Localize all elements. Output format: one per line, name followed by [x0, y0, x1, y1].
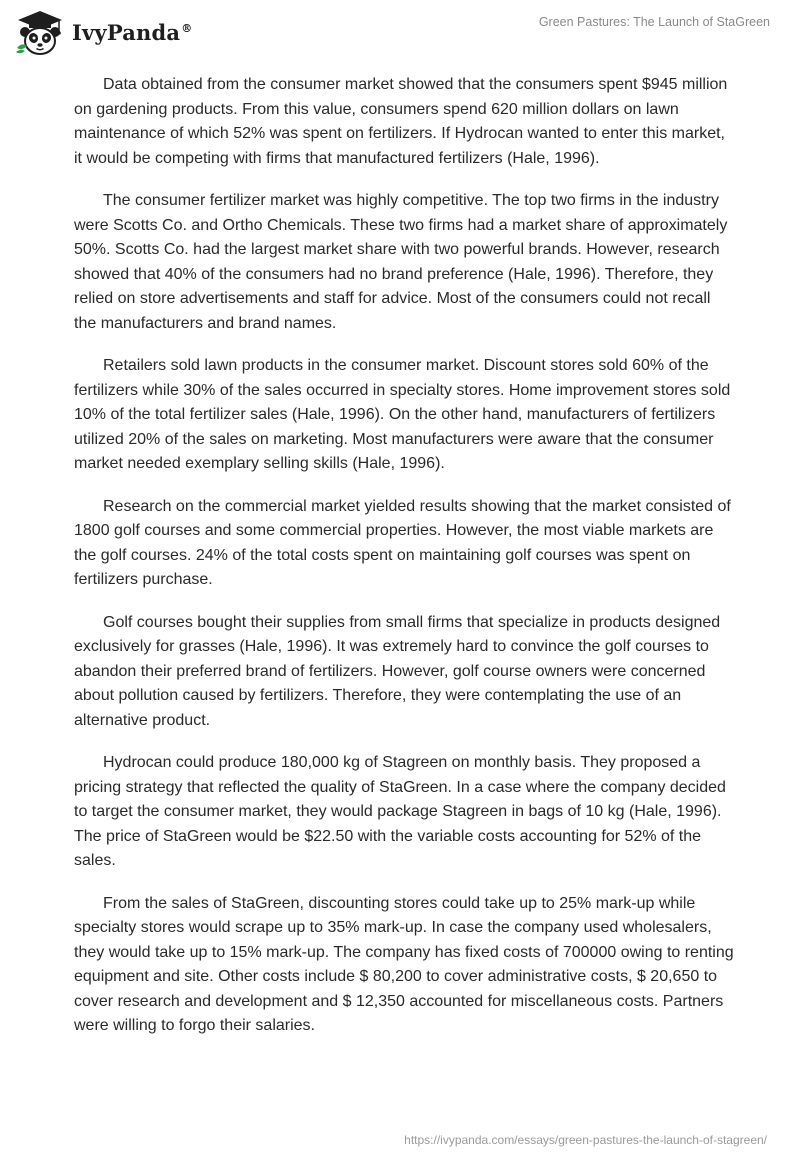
brand-name: IvyPanda® — [72, 19, 193, 45]
paragraph-7: From the sales of StaGreen, discounting stores could take up to 25% mark-up while specialty stores would scrape up to 35% mark-up. In case the company used wholesalers, they would take up to 15% mark-up. The company has fixed costs of 700000 owing to renting equipment and site. Other costs include $ 80,200 to cover administrative costs, $ 20,650 to cover research and development and $ 12,350 accounted for miscellaneous costs. Partners were willing to forgo their salaries. — [74, 894, 734, 1034]
essay-body — [74, 73, 734, 1057]
paragraph-6: Hydrocan could produce 180,000 kg of Stagreen on monthly basis. They proposed a pricing strategy that reflected the quality of StaGreen. In a case where the company decided to target the consumer market, they would package Stagreen in bags of 10 kg (Hale, 1996). The price of StaGreen would be $22.50 with the variable costs accounting for 52% of the sales. — [74, 754, 726, 869]
brand-logo[interactable] — [14, 8, 192, 56]
source-url-link[interactable]: https://ivypanda.com/essays/green-pastures-the-launch-of-stagreen/ — [404, 1133, 767, 1147]
document-title: Green Pastures: The Launch of StaGreen — [538, 15, 770, 29]
registered-mark: ® — [181, 21, 193, 35]
paragraph-3: Retailers sold lawn products in the consumer market. Discount stores sold 60% of the fertilizers while 30% of the sales occurred in specialty stores. Home improvement stores sold 10% of the total fertilizer sales (Hale, 1996). On the other hand, manufacturers of fertilizers utilized 20% of the sales on marketing. Most manufacturers were aware that the consumer market needed exemplary selling skills (Hale, 1996). — [74, 357, 731, 472]
paragraph-4: Research on the commercial market yielded results showing that the market consisted of 1800 golf courses and some commercial properties. However, the most viable markets are the golf courses. 24% of the total costs spent on maintaining golf courses was spent on fertilizers purchase. — [74, 497, 731, 588]
paragraph-2: The consumer fertilizer market was highly competitive. The top two firms in the industry were Scotts Co. and Ortho Chemicals. These two firms had a market share of approximately 50%. Scotts Co. had the largest market share with two powerful brands. However, research showed that 40% of the consumers had no brand preference (Hale, 1996). Therefore, they relied on store advertisements and staff for advice. Most of the consumers could not recall the manufacturers and brand names. — [74, 192, 728, 332]
paragraph-5: Golf courses bought their supplies from small firms that specialize in products designed exclusively for grasses (Hale, 1996). It was extremely hard to convince the golf courses to abandon their preferred brand of fertilizers. However, golf course owners were concerned about pollution caused by fertilizers. Therefore, they were contemplating the use of an alternative product. — [74, 613, 721, 729]
paragraph-1: Data obtained from the consumer market showed that the consumers spent $945 million on gardening products. From this value, consumers spend 620 million dollars on lawn maintenance of which 52% was spent on fertilizers. If Hydrocan wanted to enter this market, it would be competing with firms that manufactured fertilizers (Hale, 1996). — [74, 76, 728, 167]
panda-graduate-icon — [14, 8, 66, 56]
page-header — [0, 0, 800, 70]
